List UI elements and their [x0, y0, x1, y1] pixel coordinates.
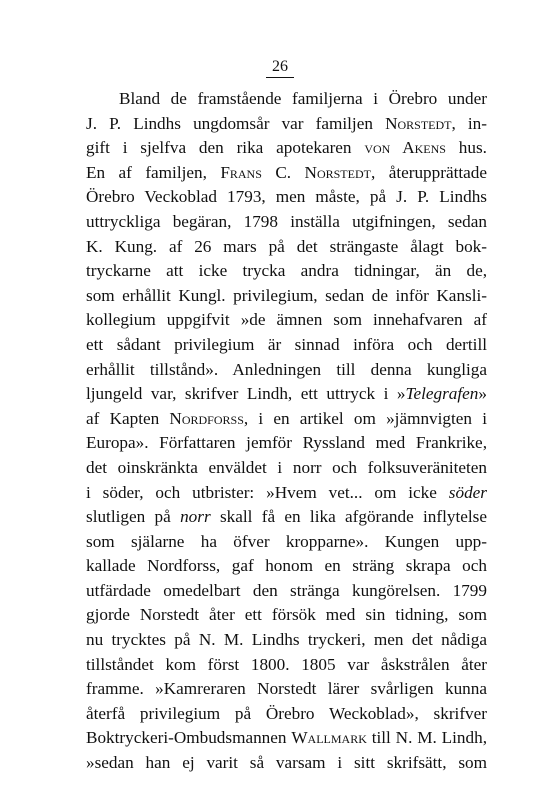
text-line [86, 284, 487, 309]
text-run: Boktryckeri-Ombudsmannen [86, 728, 292, 748]
text-run: skall få en lika afgörande inflytelse [210, 507, 487, 527]
text-run: tillståndet kom först 1800. 1805 var åskstrålen åter [86, 654, 487, 674]
text-run: C. [261, 162, 305, 182]
text-line [86, 726, 487, 751]
text-run: uttryckliga begäran, 1798 inställa utgifningen, sedan [86, 211, 487, 231]
text-run: återfå privilegium på Örebro Weckoblad», skrifver [86, 703, 487, 723]
small-caps-name: von Akens [364, 138, 446, 158]
text-run: , in- [451, 113, 488, 133]
text-line [86, 456, 487, 481]
text-run: af Kapten [86, 408, 170, 428]
text-run: , i en artikel om »jämnvigten i [243, 408, 487, 428]
text-line [86, 235, 487, 260]
small-caps-name: Wallmark [291, 728, 367, 748]
text-run: kallade Nordforss, gaf honom en sträng skrapa och [86, 556, 487, 576]
text-run: framme. »Kamreraren Norstedt lärer svårligen kunna [86, 679, 487, 699]
italic-word: söder [448, 482, 487, 502]
text-line [86, 431, 487, 456]
text-run: utfärdade omedelbart den stränga kungörelsen. 1799 [86, 580, 487, 600]
text-run: i söder, och utbrister: »Hvem vet... om icke [86, 482, 449, 502]
text-run: nu trycktes på N. M. Lindhs tryckeri, men det nådiga [86, 630, 487, 650]
text-line [86, 751, 487, 776]
text-line [86, 358, 487, 383]
text-line [86, 259, 487, 284]
text-run: hus. [445, 138, 487, 158]
text-line [86, 308, 487, 333]
text-line [86, 579, 487, 604]
text-line [86, 628, 487, 653]
text-run: , återupprättade [370, 162, 487, 182]
text-line [86, 333, 487, 358]
text-line [86, 161, 487, 186]
text-run: ett sådant privilegium är sinnad införa och dertill [86, 334, 487, 354]
text-line [86, 382, 487, 407]
text-run: K. Kung. af 26 mars på det strängaste ålagt bok- [86, 236, 487, 256]
text-line [86, 407, 487, 432]
italic-word: norr [180, 507, 211, 527]
small-caps-name: Norstedt [304, 162, 371, 182]
text-line [86, 185, 487, 210]
text-run: En af familjen, [86, 162, 221, 182]
small-caps-name: Nordforss [169, 408, 244, 428]
page-number [0, 58, 560, 78]
text-run: Europa». Författaren jemför Ryssland med Frankrike, [86, 433, 487, 453]
text-run: gift i sjelfva den rika apotekaren [86, 138, 365, 158]
text-line [86, 210, 487, 235]
text-line [86, 136, 487, 161]
text-line [86, 530, 487, 555]
text-run: Örebro Veckoblad 1793, men måste, på J. P. Lindhs [86, 187, 487, 207]
page-number-text: 26 [266, 58, 294, 78]
small-caps-name: Norstedt [385, 113, 452, 133]
text-run: som själarne ha öfver kropparne». Kungen upp- [86, 531, 487, 551]
text-run: Bland de framstående familjerna i Örebro under [119, 89, 487, 108]
text-line [86, 554, 487, 579]
italic-word: Telegrafen [405, 384, 479, 404]
body-text [86, 87, 487, 776]
text-run: erhållit tillstånd». Anledningen till denna kungliga [86, 359, 487, 379]
text-line [86, 702, 487, 727]
text-line [86, 112, 487, 137]
small-caps-name: Frans [220, 162, 262, 182]
text-run: till N. M. Lindh, [366, 728, 487, 748]
text-run: slutligen på [86, 507, 181, 527]
text-run: ljungeld var, skrifver Lindh, ett uttryck i » [86, 384, 406, 404]
text-run: kollegium uppgifvit »de ämnen som innehafvaren af [86, 310, 487, 330]
text-line [86, 87, 487, 112]
text-run: det oinskränkta enväldet i norr och folksuveräniteten [86, 457, 487, 477]
text-line [86, 603, 487, 628]
text-line [86, 653, 487, 678]
text-run: » [478, 384, 487, 404]
text-line [86, 677, 487, 702]
text-run: »sedan han ej varit så varsam i sitt skrifsätt, som [86, 753, 487, 773]
text-line [86, 505, 487, 530]
text-run: tryckarne att icke trycka andra tidningar, än de, [86, 261, 487, 281]
text-run: som erhållit Kungl. privilegium, sedan de inför Kansli- [86, 285, 487, 305]
text-run: gjorde Norstedt åter ett försök med sin tidning, som [86, 605, 487, 625]
text-run: J. P. Lindhs ungdomsår var familjen [86, 113, 386, 133]
text-line [86, 481, 487, 506]
